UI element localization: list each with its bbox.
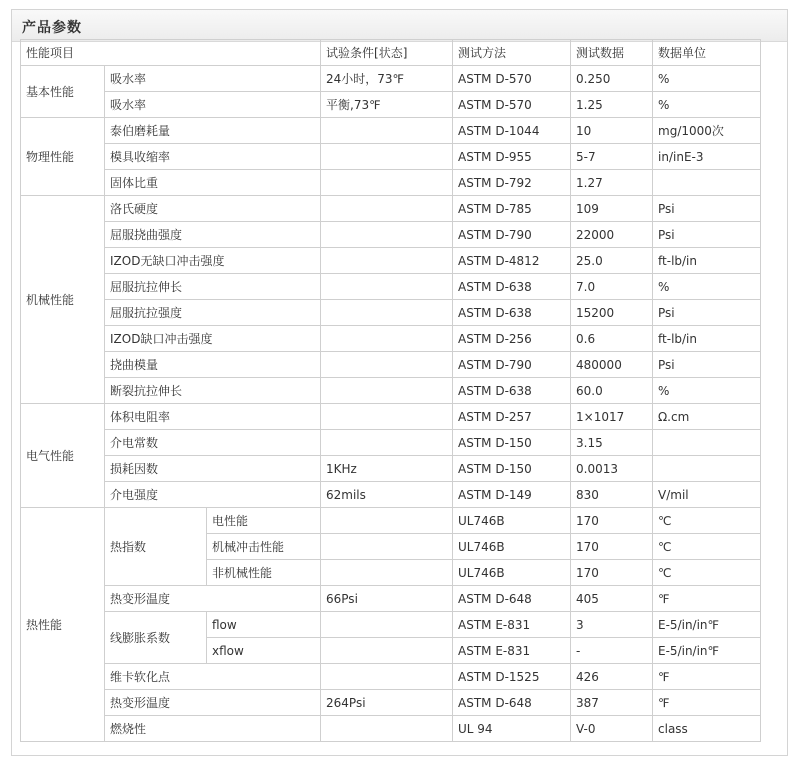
item-name: 模具收缩率	[105, 144, 321, 170]
data-cell: 1.27	[571, 170, 653, 196]
condition-cell	[321, 352, 453, 378]
item-name: 洛氏硬度	[105, 196, 321, 222]
method-cell: ASTM D-638	[453, 300, 571, 326]
condition-cell	[321, 378, 453, 404]
table-row	[21, 690, 761, 716]
method-cell: ASTM D-785	[453, 196, 571, 222]
data-cell: 426	[571, 664, 653, 690]
data-cell: -	[571, 638, 653, 664]
data-cell: 0.6	[571, 326, 653, 352]
unit-cell: ℃	[653, 560, 761, 586]
item-name: 泰伯磨耗量	[105, 118, 321, 144]
table-row	[21, 170, 761, 196]
condition-cell: 264Psi	[321, 690, 453, 716]
unit-cell: %	[653, 378, 761, 404]
method-cell: ASTM D-570	[453, 92, 571, 118]
unit-cell: ℉	[653, 586, 761, 612]
unit-cell	[653, 430, 761, 456]
item-name: 固体比重	[105, 170, 321, 196]
condition-cell	[321, 274, 453, 300]
unit-cell: %	[653, 274, 761, 300]
data-cell: 3.15	[571, 430, 653, 456]
method-cell: ASTM D-1044	[453, 118, 571, 144]
table-row	[21, 430, 761, 456]
method-cell: ASTM D-570	[453, 66, 571, 92]
item-subname: xflow	[207, 638, 321, 664]
item-subname: flow	[207, 612, 321, 638]
unit-cell: mg/1000次	[653, 118, 761, 144]
item-name: 燃烧性	[105, 716, 321, 742]
unit-cell: ℉	[653, 690, 761, 716]
condition-cell	[321, 144, 453, 170]
data-cell: 25.0	[571, 248, 653, 274]
method-cell: UL746B	[453, 534, 571, 560]
condition-cell	[321, 534, 453, 560]
category-cell: 物理性能	[21, 118, 105, 196]
method-cell: UL746B	[453, 508, 571, 534]
unit-cell: ℉	[653, 664, 761, 690]
table-row	[21, 378, 761, 404]
data-cell: 830	[571, 482, 653, 508]
item-name: 体积电阻率	[105, 404, 321, 430]
table-row	[21, 222, 761, 248]
item-name: 维卡软化点	[105, 664, 321, 690]
condition-cell: 62mils	[321, 482, 453, 508]
table-row	[21, 326, 761, 352]
method-cell: ASTM D-149	[453, 482, 571, 508]
table-row	[21, 300, 761, 326]
header-item: 性能项目	[21, 40, 321, 66]
header-data: 测试数据	[571, 40, 653, 66]
condition-cell	[321, 560, 453, 586]
item-name: IZOD无缺口冲击强度	[105, 248, 321, 274]
data-cell: 3	[571, 612, 653, 638]
header-condition: 试验条件[状态]	[321, 40, 453, 66]
unit-cell: in/inE-3	[653, 144, 761, 170]
data-cell: 0.250	[571, 66, 653, 92]
item-name: 吸水率	[105, 66, 321, 92]
table-row	[21, 716, 761, 742]
unit-cell: class	[653, 716, 761, 742]
table-row	[21, 482, 761, 508]
item-name: IZOD缺口冲击强度	[105, 326, 321, 352]
item-name: 损耗因数	[105, 456, 321, 482]
condition-cell: 24小时，73℉	[321, 66, 453, 92]
condition-cell	[321, 716, 453, 742]
condition-cell	[321, 612, 453, 638]
panel-title: 产品参数	[22, 20, 82, 36]
condition-cell: 平衡,73℉	[321, 92, 453, 118]
table-row	[21, 66, 761, 92]
condition-cell	[321, 170, 453, 196]
table-row	[21, 92, 761, 118]
item-subname: 机械冲击性能	[207, 534, 321, 560]
method-cell: ASTM D-150	[453, 456, 571, 482]
spec-table-body	[21, 40, 761, 742]
condition-cell	[321, 664, 453, 690]
table-row	[21, 352, 761, 378]
item-name: 屈服挠曲强度	[105, 222, 321, 248]
condition-cell	[321, 196, 453, 222]
item-name: 热变形温度	[105, 690, 321, 716]
data-cell: 0.0013	[571, 456, 653, 482]
data-cell: 170	[571, 534, 653, 560]
category-cell: 热性能	[21, 508, 105, 742]
table-header-row	[21, 40, 761, 66]
table-row	[21, 144, 761, 170]
item-name: 挠曲模量	[105, 352, 321, 378]
data-cell: 387	[571, 690, 653, 716]
data-cell: 405	[571, 586, 653, 612]
data-cell: 170	[571, 560, 653, 586]
item-name: 吸水率	[105, 92, 321, 118]
unit-cell: ft-lb/in	[653, 326, 761, 352]
item-name: 断裂抗拉伸长	[105, 378, 321, 404]
method-cell: ASTM E-831	[453, 612, 571, 638]
header-unit: 数据单位	[653, 40, 761, 66]
method-cell: ASTM D-648	[453, 586, 571, 612]
header-method: 测试方法	[453, 40, 571, 66]
item-name: 热指数	[105, 508, 207, 586]
category-cell: 机械性能	[21, 196, 105, 404]
data-cell: 10	[571, 118, 653, 144]
method-cell: ASTM D-256	[453, 326, 571, 352]
condition-cell	[321, 222, 453, 248]
data-cell: 5-7	[571, 144, 653, 170]
method-cell: ASTM D-790	[453, 352, 571, 378]
unit-cell: %	[653, 66, 761, 92]
condition-cell: 66Psi	[321, 586, 453, 612]
unit-cell	[653, 456, 761, 482]
item-name: 热变形温度	[105, 586, 321, 612]
method-cell: ASTM D-4812	[453, 248, 571, 274]
unit-cell: E-5/in/in℉	[653, 612, 761, 638]
data-cell: 1×1017	[571, 404, 653, 430]
item-name: 介电常数	[105, 430, 321, 456]
table-row	[21, 612, 761, 638]
item-subname: 电性能	[207, 508, 321, 534]
method-cell: ASTM D-792	[453, 170, 571, 196]
unit-cell: ℃	[653, 534, 761, 560]
method-cell: ASTM D-150	[453, 430, 571, 456]
category-cell: 基本性能	[21, 66, 105, 118]
condition-cell	[321, 638, 453, 664]
condition-cell	[321, 326, 453, 352]
table-row	[21, 248, 761, 274]
table-row	[21, 404, 761, 430]
data-cell: 22000	[571, 222, 653, 248]
item-name: 屈服抗拉伸长	[105, 274, 321, 300]
method-cell: ASTM D-257	[453, 404, 571, 430]
condition-cell	[321, 404, 453, 430]
method-cell: ASTM D-638	[453, 274, 571, 300]
condition-cell	[321, 430, 453, 456]
method-cell: ASTM D-638	[453, 378, 571, 404]
unit-cell: %	[653, 92, 761, 118]
unit-cell	[653, 170, 761, 196]
spec-table	[20, 39, 761, 742]
condition-cell	[321, 248, 453, 274]
panel-header	[12, 10, 787, 42]
method-cell: UL 94	[453, 716, 571, 742]
table-row	[21, 508, 761, 534]
table-row	[21, 196, 761, 222]
data-cell: 7.0	[571, 274, 653, 300]
condition-cell	[321, 508, 453, 534]
data-cell: 15200	[571, 300, 653, 326]
condition-cell	[321, 300, 453, 326]
unit-cell: ℃	[653, 508, 761, 534]
item-name: 介电强度	[105, 482, 321, 508]
method-cell: ASTM D-648	[453, 690, 571, 716]
method-cell: ASTM D-1525	[453, 664, 571, 690]
unit-cell: Ω.cm	[653, 404, 761, 430]
table-row	[21, 118, 761, 144]
unit-cell: Psi	[653, 196, 761, 222]
item-subname: 非机械性能	[207, 560, 321, 586]
condition-cell	[321, 118, 453, 144]
data-cell: V-0	[571, 716, 653, 742]
unit-cell: Psi	[653, 300, 761, 326]
method-cell: UL746B	[453, 560, 571, 586]
data-cell: 170	[571, 508, 653, 534]
table-row	[21, 456, 761, 482]
condition-cell: 1KHz	[321, 456, 453, 482]
unit-cell: ft-lb/in	[653, 248, 761, 274]
method-cell: ASTM D-955	[453, 144, 571, 170]
category-cell: 电气性能	[21, 404, 105, 508]
item-name: 屈服抗拉强度	[105, 300, 321, 326]
unit-cell: Psi	[653, 352, 761, 378]
table-row	[21, 274, 761, 300]
method-cell: ASTM E-831	[453, 638, 571, 664]
table-row	[21, 586, 761, 612]
unit-cell: E-5/in/in℉	[653, 638, 761, 664]
data-cell: 480000	[571, 352, 653, 378]
data-cell: 109	[571, 196, 653, 222]
data-cell: 1.25	[571, 92, 653, 118]
unit-cell: Psi	[653, 222, 761, 248]
unit-cell: V/mil	[653, 482, 761, 508]
item-name: 线膨胀系数	[105, 612, 207, 664]
table-row	[21, 664, 761, 690]
method-cell: ASTM D-790	[453, 222, 571, 248]
data-cell: 60.0	[571, 378, 653, 404]
